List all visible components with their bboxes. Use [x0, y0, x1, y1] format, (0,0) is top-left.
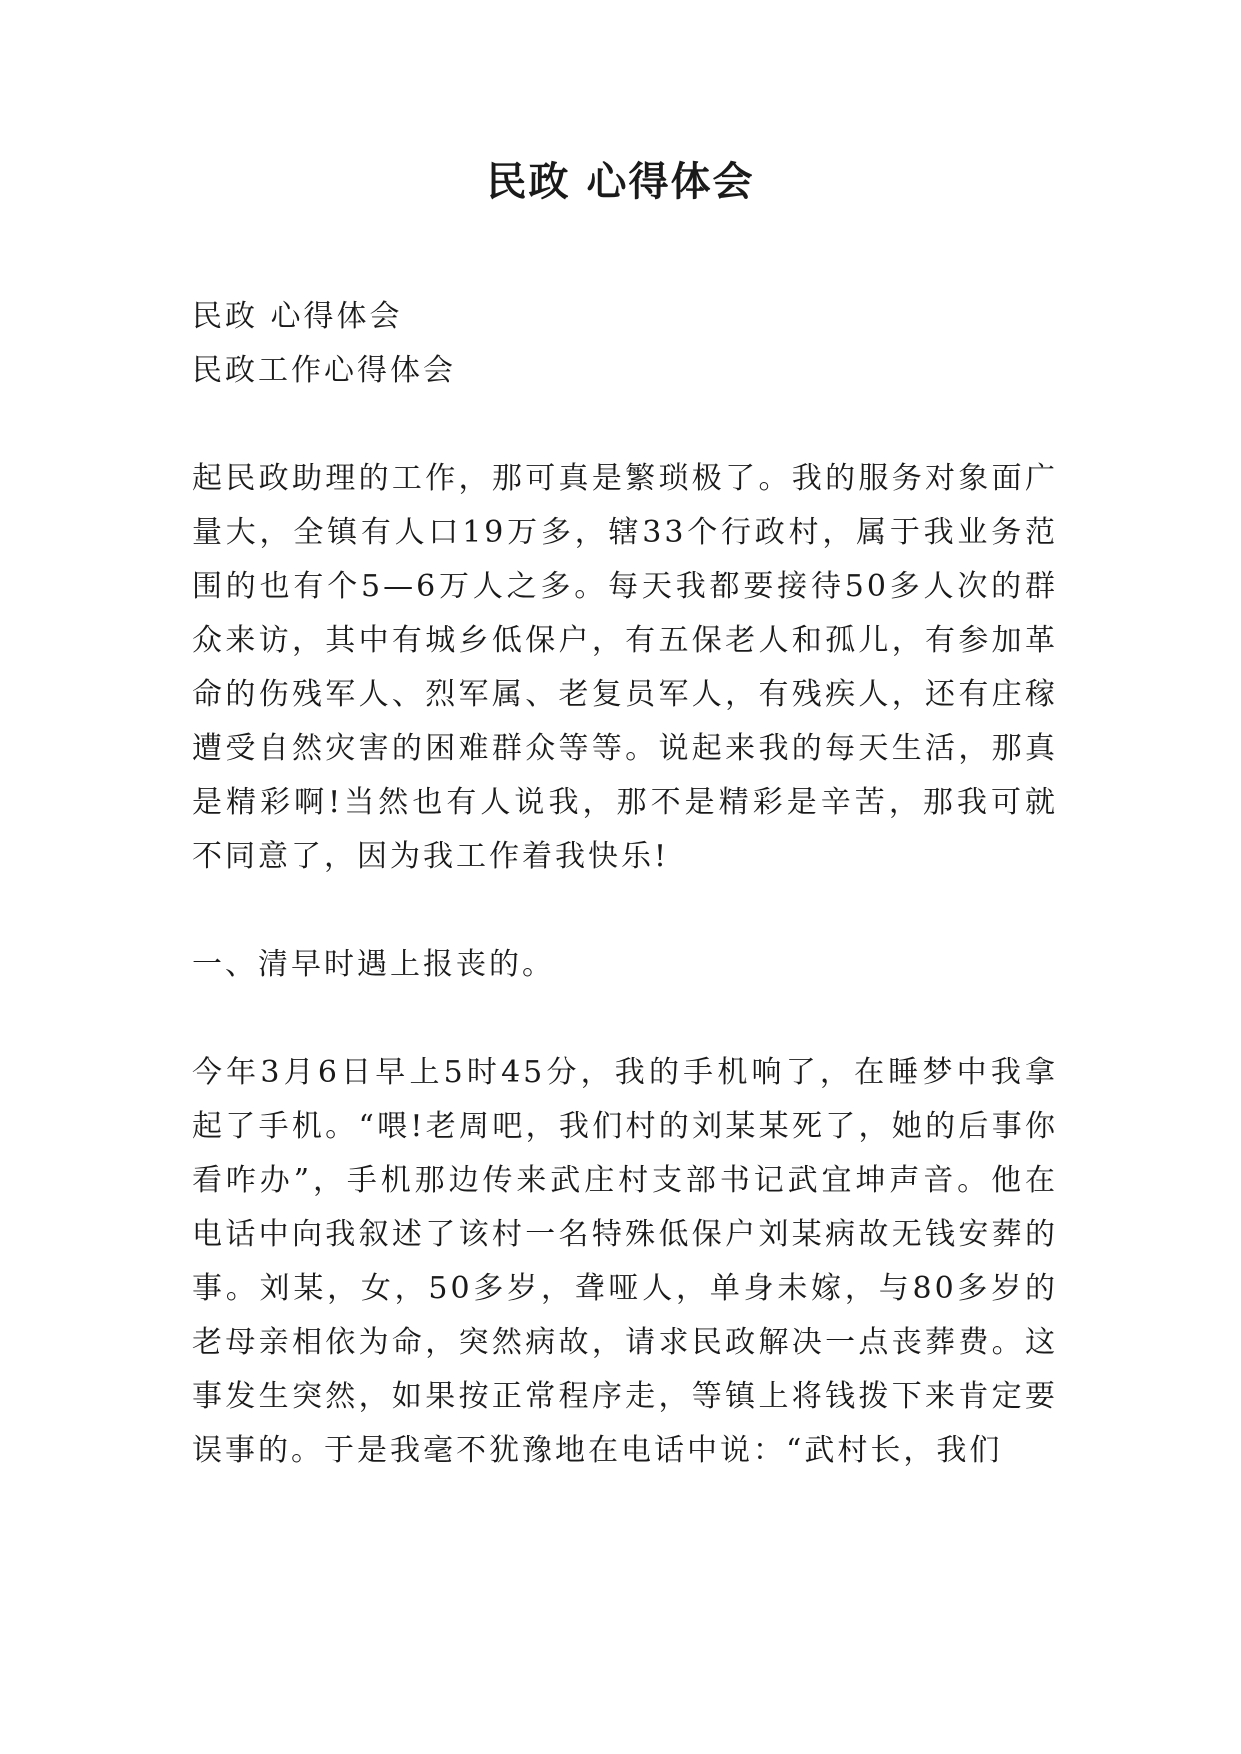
paragraph-spacer: [192, 398, 1058, 452]
intro-line: 民政工作心得体会: [192, 353, 456, 388]
paragraph-spacer: [192, 884, 1058, 938]
body-paragraph: 起民政助理的工作，那可真是繁琐极了。我的服务对象面广量大，全镇有人口19万多，辖33个行政村，属于我业务范围的也有个5—6万人之多。每天我都要接待50多人次的群众来访，其中有城乡低保户，有五保老人和孤儿，有参加革命的伤残军人、烈军属、老复员军人，有残疾人，还有庄稼遭受自然灾害的困难群众等等。说起来我的每天生活，那真是精彩啊!当然也有人说我，那不是精彩是辛苦，那我可就不同意了，因为我工作着我快乐!: [192, 461, 1058, 874]
intro-line: 民政 心得体会: [192, 299, 403, 334]
document-title: 民政 心得体会: [486, 159, 755, 205]
section-heading: 一、清早时遇上报丧的。: [192, 947, 555, 982]
body-paragraph: 今年3月6日早上5时45分，我的手机响了，在睡梦中我拿起了手机。“喂!老周吧，我们村的刘某某死了，她的后事你看咋办”，手机那边传来武庄村支部书记武宜坤声音。他在电话中向我叙述了该村一名特殊低保户刘某病故无钱安葬的事。刘某，女，50多岁，聋哑人，单身未嫁，与80多岁的老母亲相依为命，突然病故，请求民政解决一点丧葬费。这事发生突然，如果按正常程序走，等镇上将钱拨下来肯定要误事的。于是我毫不犹豫地在电话中说：“武村长，我们: [192, 1055, 1058, 1468]
paragraph-spacer: [192, 992, 1058, 1046]
document-body: [192, 290, 1058, 1478]
